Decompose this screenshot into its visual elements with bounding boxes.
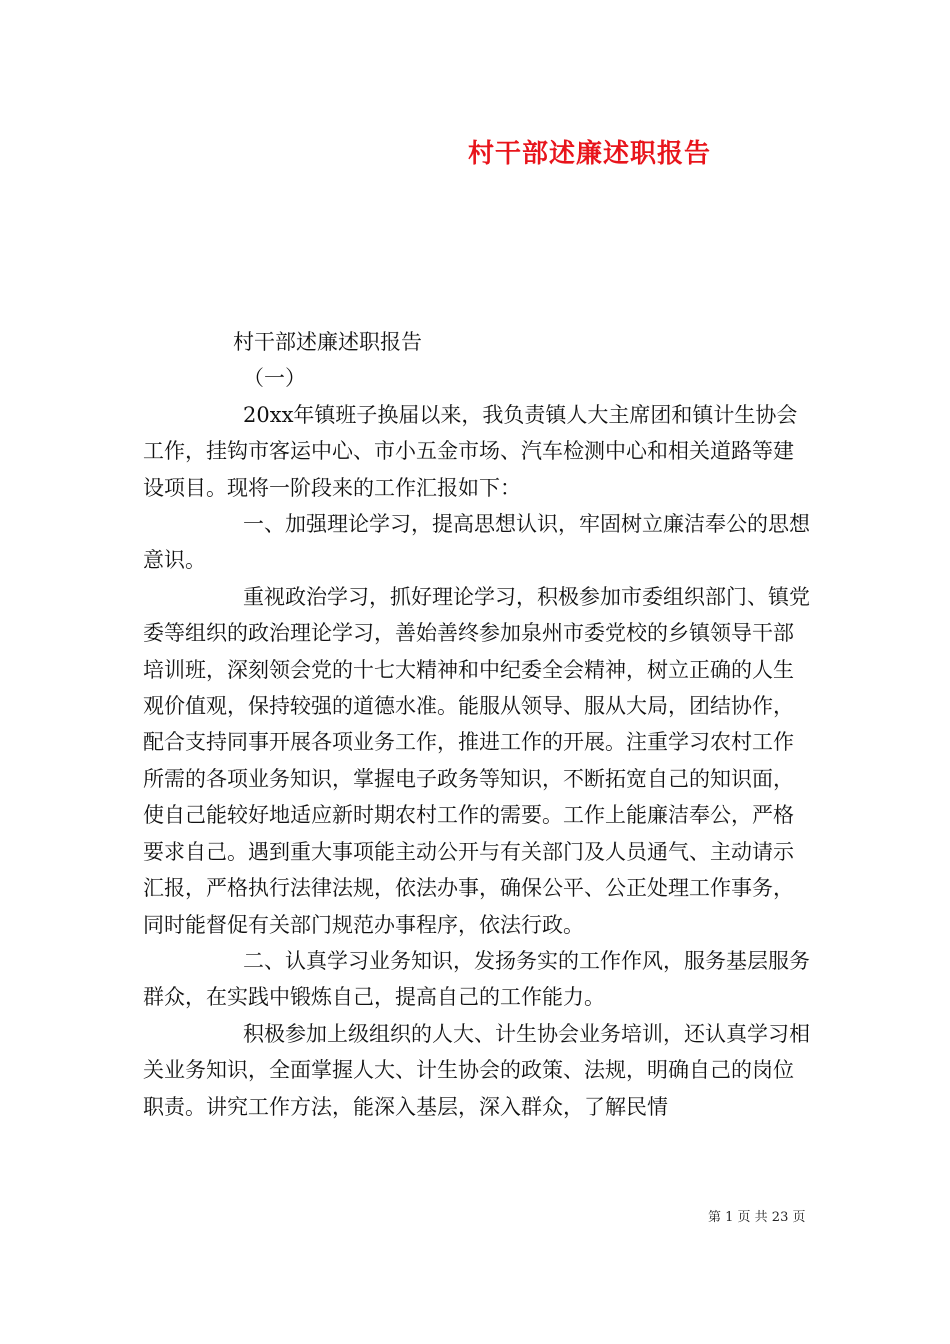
document-title: 村干部述廉述职报告	[468, 139, 712, 169]
document-body	[143, 324, 813, 1125]
paragraph: 积极参加上级组织的人大、计生协会业务培训，还认真学习相关业务知识，全面掌握人大、计生协会的政策、法规，明确自己的岗位职责。讲究工作方法，能深入基层，深入群众，了解民情	[143, 1021, 810, 1119]
page-number: 第 1 页 共 23 页	[708, 1210, 806, 1225]
paragraph: 20xx年镇班子换届以来，我负责镇人大主席团和镇计生协会工作，挂钩市客运中心、市小五金市场、汽车检测中心和相关道路等建设项目。现将一阶段来的工作汇报如下：	[143, 402, 798, 500]
document-subtitle: 村干部述廉述职报告	[233, 330, 422, 354]
paragraph: 重视政治学习，抓好理论学习，积极参加市委组织部门、镇党委等组织的政治理论学习，善始善终参加泉州市委党校的乡镇领导干部培训班，深刻领会党的十七大精神和中纪委全会精神，树立正确的人生观价值观，保持较强的道德水准。能服从领导、服从大局，团结协作，配合支持同事开展各项业务工作，推进工作的开展。注重学习农村工作所需的各项业务知识，掌握电子政务等知识，不断拓宽自己的知识面，使自己能较好地适应新时期农村工作的需要。工作上能廉洁奉公，严格要求自己。遇到重大事项能主动公开与有关部门及人员通气、主动请示汇报，严格执行法律法规，依法办事，确保公平、公正处理工作事务，同时能督促有关部门规范办事程序，依法行政。	[143, 584, 810, 937]
section-number: （一）	[243, 366, 306, 391]
section-heading: 一、加强理论学习，提高思想认识，牢固树立廉洁奉公的思想意识。	[143, 512, 810, 573]
section-heading: 二、认真学习业务知识，发扬务实的工作作风，服务基层服务群众，在实践中锻炼自己，提高自己的工作能力。	[143, 948, 810, 1010]
